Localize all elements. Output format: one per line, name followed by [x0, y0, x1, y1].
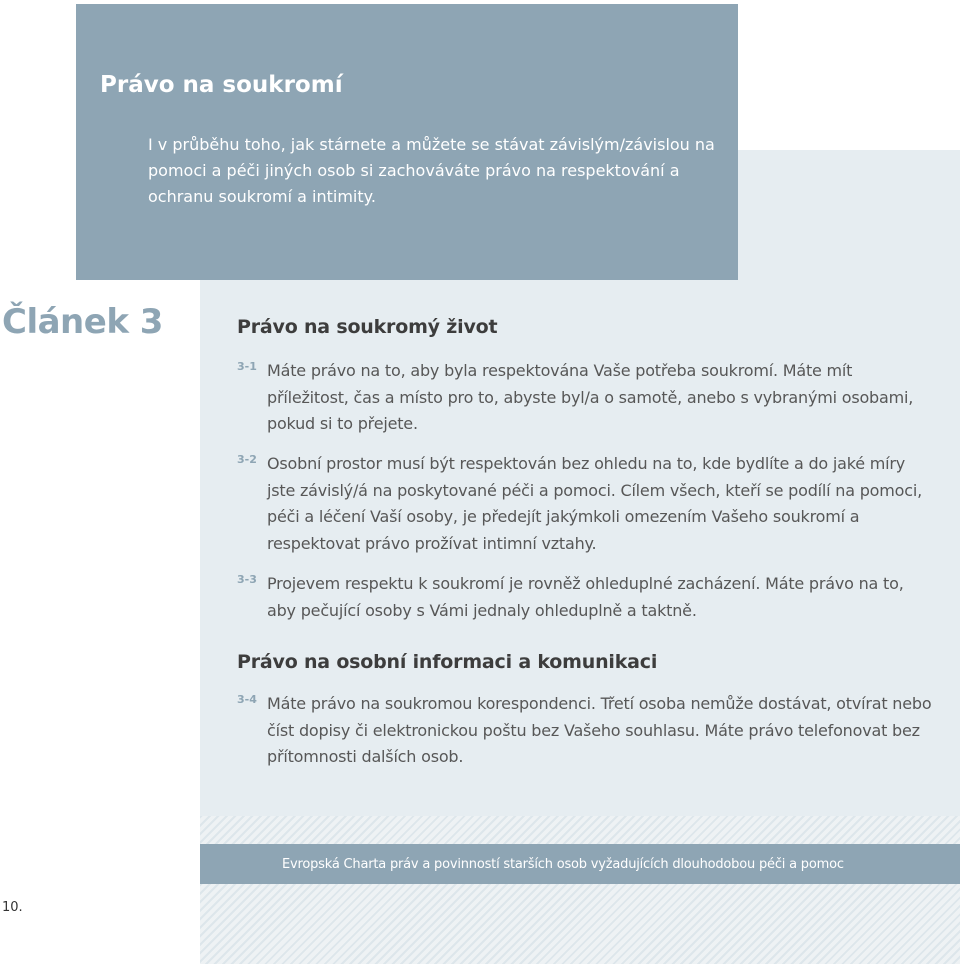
item-text: Osobní prostor musí být respektován bez ohledu na to, kde bydlíte a do jaké míry jste závislý/á na poskytované péči a pomoci. Cílem všech, kteří se podílí na pomoci, péči a léčení Vaší osoby, je předejít jakýmkoli omezením Vašeho soukromí a respektovat právo prožívat intimní vztahy.	[267, 454, 922, 553]
footer-hatch-pattern	[200, 816, 960, 964]
item-number: 3-2	[237, 453, 257, 466]
item-number: 3-1	[237, 360, 257, 373]
section-heading-private-life: Právo na soukromý život	[237, 316, 498, 338]
footer-text: Evropská Charta práv a povinností starších osob vyžadujících dlouhodobou péči a pomoc	[282, 857, 844, 872]
intro-text: I v průběhu toho, jak stárnete a můžete se stávat závislým/závislou na pomoci a péči jiných osob si zachováváte právo na respektování a ochranu soukromí a intimity.	[148, 135, 715, 206]
article-item-3-4	[237, 691, 937, 771]
item-text: Máte právo na soukromou korespondenci. Třetí osoba nemůže dostávat, otvírat nebo číst dopisy či elektronickou poštu bez Vašeho souhlasu. Máte právo telefonovat bez přítomnosti dalších osob.	[267, 694, 932, 766]
page-number: 10.	[2, 900, 23, 915]
article-item-3-2	[237, 451, 937, 557]
section-heading-information: Právo na osobní informaci a komunikaci	[237, 651, 658, 673]
item-text: Máte právo na to, aby byla respektována Vaše potřeba soukromí. Máte mít příležitost, čas a místo pro to, abyste byl/a o samotě, anebo s vybranými osobami, pokud si to přejete.	[267, 361, 914, 433]
item-number: 3-3	[237, 573, 257, 586]
item-text: Projevem respektu k soukromí je rovněž ohleduplné zacházení. Máte právo na to, aby pečující osoby s Vámi jednaly ohleduplně a taktně.	[267, 574, 904, 620]
article-label: Článek 3	[2, 302, 163, 342]
intro-title: Právo na soukromí	[100, 72, 343, 98]
article-item-3-3	[237, 571, 937, 624]
article-item-3-1	[237, 358, 937, 438]
item-number: 3-4	[237, 693, 257, 706]
